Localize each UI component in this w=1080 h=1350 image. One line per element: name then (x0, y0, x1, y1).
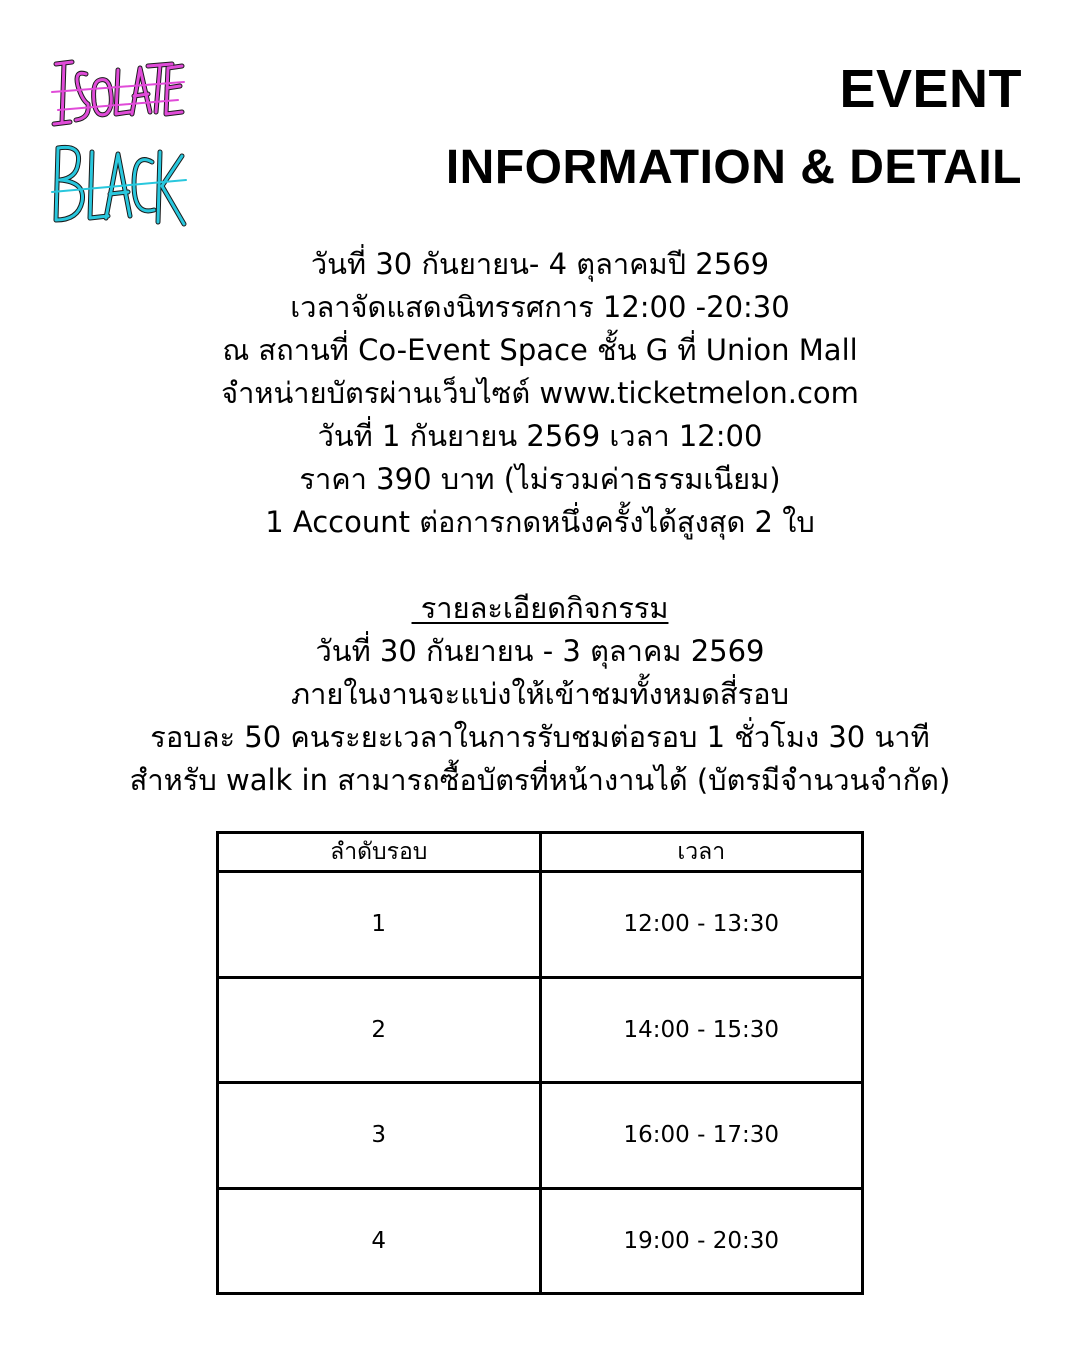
header-time: เวลา (540, 833, 863, 872)
round-number: 2 (218, 977, 541, 1083)
event-title: EVENT (839, 59, 1022, 119)
round-number: 3 (218, 1083, 541, 1189)
details-round-capacity: รอบละ 50 คนระยะเวลาในการรับชมต่อรอบ 1 ชั่วโมง 30 นาที (150, 720, 930, 754)
logo-graphic (48, 52, 188, 232)
isolated-black-logo (48, 52, 188, 232)
header (445, 59, 1022, 194)
info-exhibition-time: เวลาจัดแสดงนิทรรศการ 12:00 -20:30 (290, 290, 790, 324)
round-number: 1 (218, 872, 541, 978)
details-title-text: รายละเอียดกิจกรรม (411, 591, 669, 625)
details-title (40, 587, 1040, 630)
info-ticket-website: จำหน่ายบัตรผ่านเว็บไซต์ www.ticketmelon.com (221, 376, 859, 410)
round-time: 12:00 - 13:30 (540, 872, 863, 978)
details-dates: วันที่ 30 กันยายน - 3 ตุลาคม 2569 (315, 634, 765, 668)
info-date: วันที่ 30 กันยายน- 4 ตุลาคมปี 2569 (310, 247, 770, 281)
round-time: 16:00 - 17:30 (540, 1083, 863, 1189)
info-venue: ณ สถานที่ Co-Event Space ชั้น G ที่ Union Mall (222, 333, 858, 367)
header-round: ลำดับรอบ (218, 833, 541, 872)
details-rounds: ภายในงานจะแบ่งให้เข้าชมทั้งหมดสี่รอบ (290, 677, 789, 711)
event-info (40, 243, 1040, 544)
table-row (218, 872, 863, 978)
round-time: 14:00 - 15:30 (540, 977, 863, 1083)
details-walk-in: สำหรับ walk in สามารถซื้อบัตรที่หน้างานได้ (บัตรมีจำนวนจำกัด) (129, 763, 951, 797)
info-price: ราคา 390 บาท (ไม่รวมค่าธรรมเนียม) (299, 462, 781, 496)
table-row (218, 1188, 863, 1294)
table-row (218, 1083, 863, 1189)
table-header-row (218, 833, 863, 872)
activity-details (40, 587, 1040, 802)
info-ticket-limit: 1 Account ต่อการกดหนึ่งครั้งได้สูงสุด 2 ใบ (265, 505, 815, 539)
schedule-table (216, 831, 864, 1295)
info-sale-date: วันที่ 1 กันยายน 2569 เวลา 12:00 (317, 419, 763, 453)
round-number: 4 (218, 1188, 541, 1294)
event-subtitle: INFORMATION & DETAIL (445, 141, 1022, 194)
round-time: 19:00 - 20:30 (540, 1188, 863, 1294)
table-row (218, 977, 863, 1083)
